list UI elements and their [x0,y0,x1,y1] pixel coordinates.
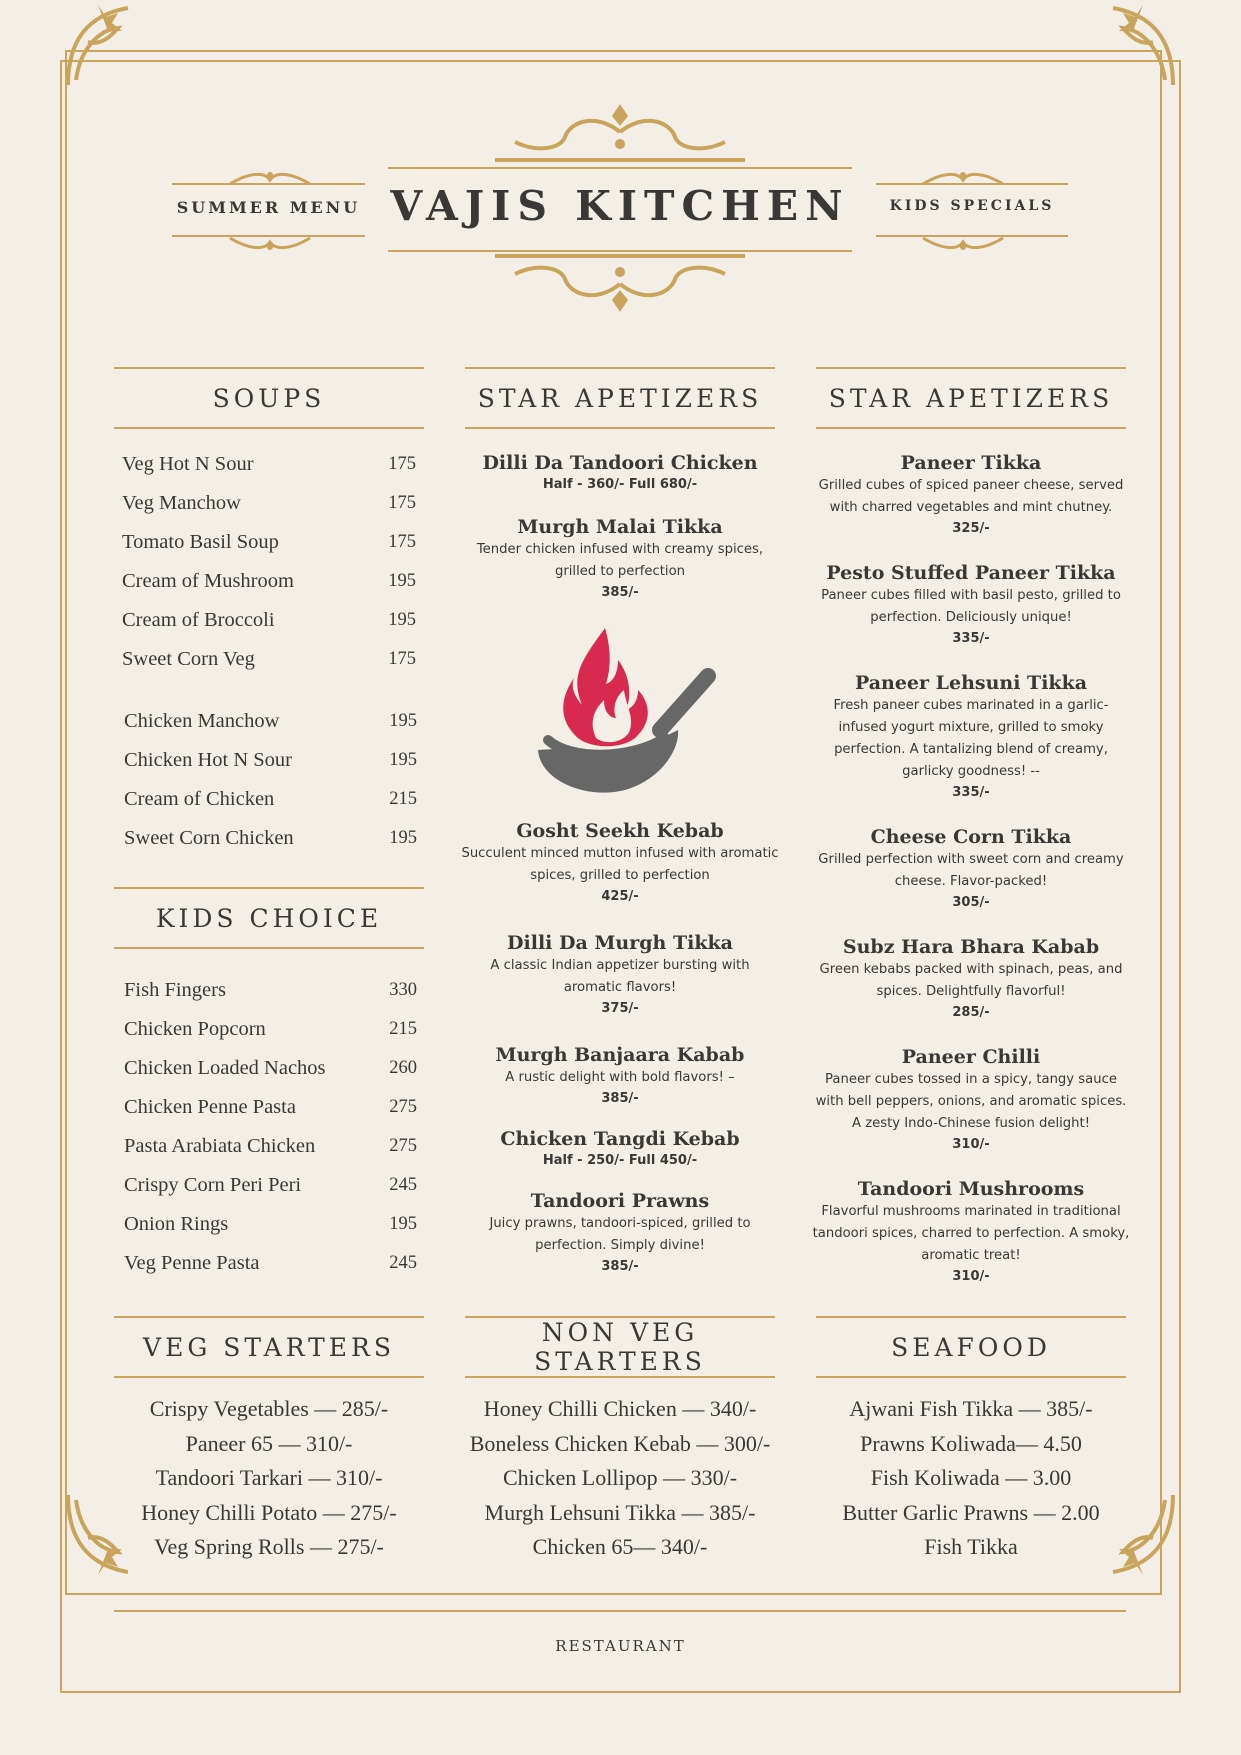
list-item: Crispy Vegetables — 285/- [149,1396,389,1421]
footer-label: RESTAURANT [555,1637,686,1655]
menu-item [460,515,780,603]
item-name: Sweet Corn Veg [122,648,255,670]
menu-item [811,935,1131,1023]
menu-item [460,931,780,1019]
item-description: Fresh paneer cubes marinated in a garlic-infused yogurt mixture, grilled to smoky perfection. A tantalizing blend of creamy, garlicky goodness! -- [833,698,1109,779]
item-name: Pesto Stuffed Paneer Tikka [826,562,1116,584]
item-name: Veg Manchow [122,492,241,514]
item-price: 275 [389,1097,417,1117]
item-price: 175 [388,649,416,669]
item-description: Grilled cubes of spiced paneer cheese, served with charred vegetables and mint chutney. [818,478,1124,515]
bottom-ornament-icon [475,254,765,314]
list-item: Chicken Lollipop — 330/- [502,1465,738,1490]
small-ornament-icon [918,236,1008,252]
list-item [124,971,417,1010]
menu-item [811,1045,1131,1155]
list-item: Fish Tikka [924,1534,1018,1559]
soups-heading: SOUPS [114,367,424,429]
right-tag-rule [876,183,1068,185]
item-price: 195 [389,750,417,770]
kids-choice-heading: KIDS CHOICE [114,887,424,949]
item-description: Grilled perfection with sweet corn and creamy cheese. Flavor-packed! [818,852,1124,889]
item-name: Veg Penne Pasta [124,1252,260,1274]
item-name: Fish Fingers [124,979,226,1001]
item-name: Paneer Tikka [900,452,1042,474]
item-name: Murgh Banjaara Kabab [495,1044,745,1066]
veg-starters-heading: VEG STARTERS [114,1316,424,1378]
nonveg-starters-heading: NON VEG STARTERS [465,1316,775,1378]
list-item [124,741,417,780]
menu-item [811,671,1131,803]
item-price: 260 [389,1058,417,1078]
item-name: Cheese Corn Tikka [870,826,1072,848]
item-description: Paneer cubes filled with basil pesto, grilled to perfection. Deliciously unique! [821,588,1121,625]
footer-rule [114,1610,1126,1612]
list-item: Veg Spring Rolls — 275/- [154,1534,384,1559]
item-price: 195 [389,1214,417,1234]
star-appetizers-heading: STAR APETIZERS [465,367,775,429]
item-price: Half - 360/- Full 680/- [542,477,698,492]
item-name: Gosht Seekh Kebab [516,820,724,842]
summer-menu-tag: SUMMER MENU [176,198,361,217]
menu-item [460,1043,780,1109]
item-price: 385/- [601,585,639,600]
list-item [122,640,416,679]
list-item: Ajwani Fish Tikka — 385/- [849,1396,1093,1421]
mid-appetizers-bottom [460,819,780,1277]
kids-choice-list [124,971,417,1283]
item-price: 310/- [952,1137,990,1152]
item-price: 245 [389,1175,417,1195]
list-item [124,1088,417,1127]
top-ornament-icon [475,102,765,162]
list-item: Honey Chilli Chicken — 340/- [483,1396,757,1421]
item-price: 275 [389,1136,417,1156]
item-name: Chicken Popcorn [124,1018,266,1040]
seafood-heading: SEAFOOD [816,1316,1126,1378]
star-appetizers-heading-right: STAR APETIZERS [816,367,1126,429]
list-item [124,1049,417,1088]
seafood-list [806,1392,1136,1565]
item-price: 385/- [601,1259,639,1274]
item-description: Juicy prawns, tandoori-spiced, grilled to perfection. Simply divine! [489,1216,751,1253]
item-name: Chicken Penne Pasta [124,1096,296,1118]
menu-item [811,825,1131,913]
item-name: Tomato Basil Soup [122,531,279,553]
item-name: Sweet Corn Chicken [124,827,294,849]
item-name: Chicken Loaded Nachos [124,1057,326,1079]
item-price: 425/- [601,889,639,904]
item-name: Crispy Corn Peri Peri [124,1174,302,1196]
right-appetizers-list [811,451,1131,1287]
item-price: 305/- [952,895,990,910]
item-name: Cream of Broccoli [122,609,275,631]
list-item [124,1010,417,1049]
nonveg-starters-list [445,1392,795,1565]
list-item [122,484,416,523]
list-item: Butter Garlic Prawns — 2.00 [842,1499,1100,1525]
item-name: Dilli Da Murgh Tikka [507,932,733,954]
item-price: 385/- [601,1091,639,1106]
item-price: 335/- [952,631,990,646]
menu-item [811,1177,1131,1287]
item-price: 215 [389,789,417,809]
restaurant-title: VAJIS KITCHEN [390,182,850,230]
item-name: Paneer Chilli [901,1046,1041,1068]
item-price: 325/- [952,521,990,536]
flaming-pan-icon [530,620,720,810]
item-name: Paneer Lehsuni Tikka [854,672,1088,694]
item-price: 335/- [952,785,990,800]
list-item: Murgh Lehsuni Tikka — 385/- [484,1499,756,1525]
item-description: Succulent minced mutton infused with aromatic spices, grilled to perfection [461,846,779,883]
menu-item [460,451,780,495]
item-name: Tandoori Mushrooms [857,1178,1085,1200]
item-name: Chicken Manchow [124,710,280,732]
list-item [122,562,416,601]
item-description: A classic Indian appetizer bursting with aromatic flavors! [490,958,750,995]
mid-appetizers-top [460,451,780,603]
list-item [124,1205,417,1244]
item-name: Subz Hara Bhara Kabab [842,936,1100,958]
list-item [124,1166,417,1205]
left-tag-rule [172,183,365,185]
list-item: Boneless Chicken Kebab — 300/- [469,1430,771,1456]
veg-starters-list [104,1392,434,1565]
item-price: 195 [388,571,416,591]
soups-nonveg-list [124,702,417,858]
list-item [124,819,417,858]
list-item [124,1244,417,1283]
item-description: Green kebabs packed with spinach, peas, and spices. Delightfully flavorful! [819,962,1123,999]
list-item [122,445,416,484]
item-price: 375/- [601,1001,639,1016]
item-name: Tandoori Prawns [530,1190,710,1212]
item-price: 175 [388,493,416,513]
item-name: Onion Rings [124,1213,229,1235]
item-price: 215 [389,1019,417,1039]
item-price: 245 [389,1253,417,1273]
menu-item [811,451,1131,539]
item-description: Flavorful mushrooms marinated in traditional tandoori spices, charred to perfection. A smoky, aromatic treat! [812,1204,1130,1263]
item-description: A rustic delight with bold flavors! – [505,1070,735,1085]
list-item [124,1127,417,1166]
item-description: Tender chicken infused with creamy spices, grilled to perfection [476,542,764,579]
list-item: Paneer 65 — 310/- [185,1430,353,1456]
list-item: Prawns Koliwada— 4.50 [860,1430,1082,1456]
kids-specials-tag: KIDS SPECIALS [889,198,1055,214]
item-price: 330 [389,980,417,1000]
menu-item [460,819,780,907]
list-item [124,702,417,741]
item-name: Veg Hot N Sour [122,453,254,475]
item-description: Paneer cubes tossed in a spicy, tangy sauce with bell peppers, onions, and aromatic spices. A zesty Indo-Chinese fusion delight! [815,1072,1127,1131]
list-item: Fish Koliwada — 3.00 [870,1465,1072,1490]
item-price: 175 [388,532,416,552]
list-item: Tandoori Tarkari — 310/- [155,1465,383,1490]
list-item [124,780,417,819]
item-price: 195 [389,828,417,848]
item-name: Cream of Mushroom [122,570,294,592]
item-name: Dilli Da Tandoori Chicken [482,452,758,474]
list-item [122,523,416,562]
item-price: 310/- [952,1269,990,1284]
list-item: Honey Chilli Potato — 275/- [141,1499,397,1525]
item-name: Murgh Malai Tikka [517,516,723,538]
menu-item [460,1189,780,1277]
item-name: Pasta Arabiata Chicken [124,1135,316,1157]
item-name: Cream of Chicken [124,788,275,810]
item-price: 285/- [952,1005,990,1020]
item-price: Half - 250/- Full 450/- [542,1153,698,1168]
list-item: Chicken 65— 340/- [532,1534,708,1559]
item-name: Chicken Tangdi Kebab [500,1128,740,1150]
item-price: 175 [388,454,416,474]
corner-flourish-icon [58,0,168,90]
menu-item [811,561,1131,649]
small-ornament-icon [225,236,315,252]
soups-veg-list [122,445,416,679]
item-name: Chicken Hot N Sour [124,749,292,771]
menu-item [460,1127,780,1171]
corner-flourish-icon [1073,0,1183,90]
header-rule-bottom [388,250,852,252]
header-rule-top [388,167,852,169]
item-price: 195 [388,610,416,630]
list-item [122,601,416,640]
item-price: 195 [389,711,417,731]
